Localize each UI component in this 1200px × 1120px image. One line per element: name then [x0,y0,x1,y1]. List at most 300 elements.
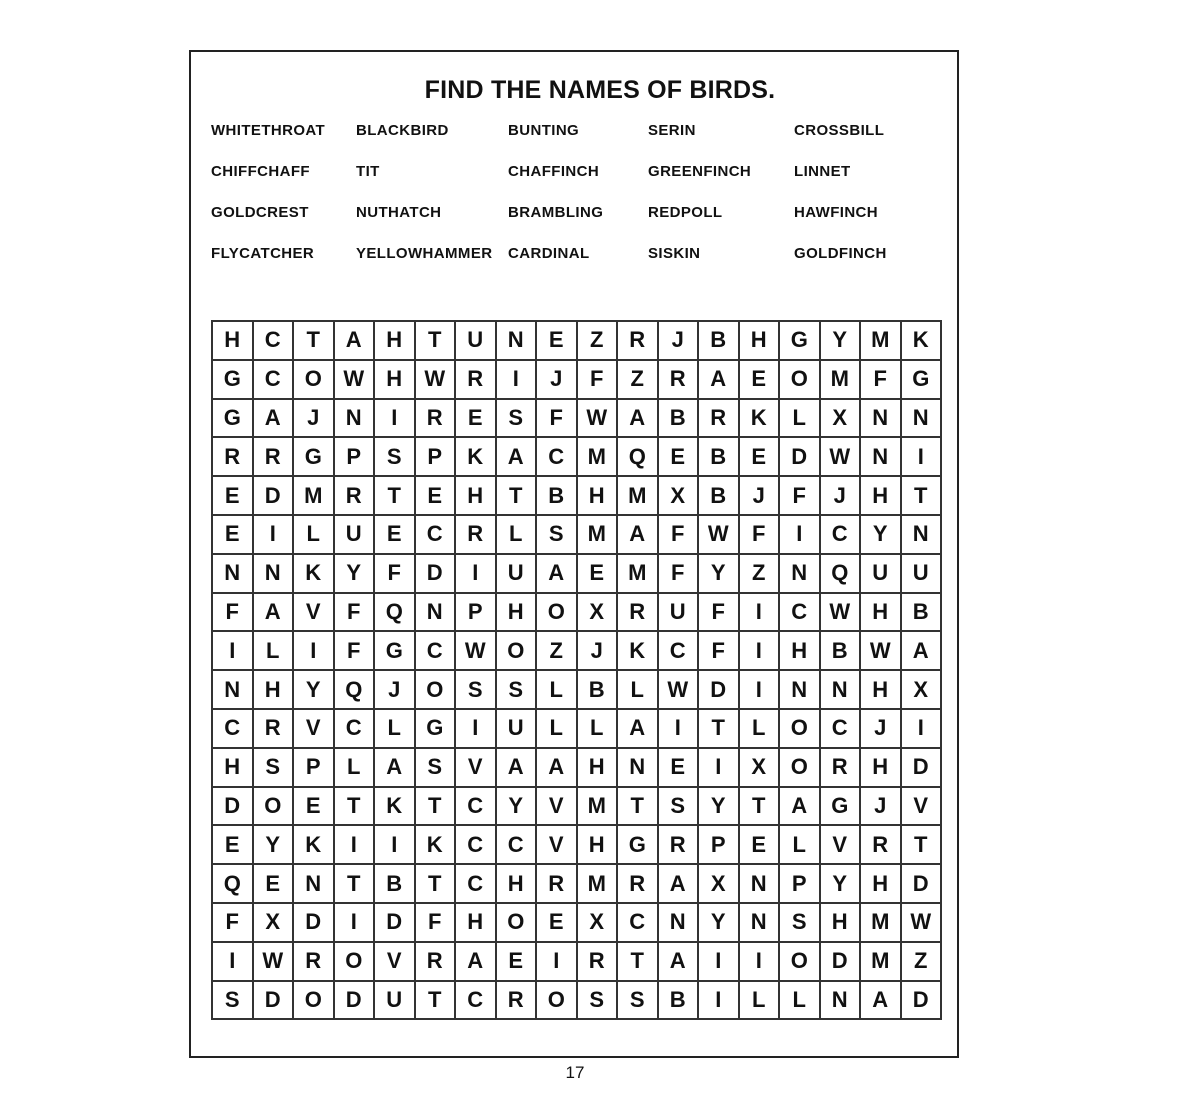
grid-cell: W [821,594,862,633]
grid-cell: O [254,788,295,827]
word-list-item: BLACKBIRD [356,122,449,139]
grid-cell: Q [618,438,659,477]
grid-cell: T [375,477,416,516]
word-list-item: GOLDFINCH [794,245,887,262]
grid-cell: J [578,632,619,671]
grid-cell: A [861,982,902,1021]
grid-cell: V [537,826,578,865]
grid-cell: I [780,516,821,555]
grid-cell: R [456,361,497,400]
grid-cell: U [497,555,538,594]
grid-cell: E [213,516,254,555]
grid-cell: K [294,555,335,594]
grid-cell: A [618,400,659,439]
grid-cell: W [659,671,700,710]
grid-cell: C [456,788,497,827]
grid-cell: V [294,710,335,749]
grid-cell: A [335,322,376,361]
grid-cell: H [578,477,619,516]
grid-cell: K [456,438,497,477]
grid-cell: F [375,555,416,594]
grid-cell: H [456,477,497,516]
grid-cell: M [861,322,902,361]
grid-cell: E [578,555,619,594]
grid-cell: F [659,555,700,594]
grid-cell: Z [578,322,619,361]
grid-cell: I [213,943,254,982]
grid-cell: T [740,788,781,827]
grid-cell: E [456,400,497,439]
grid-cell: S [213,982,254,1021]
grid-cell: B [699,477,740,516]
word-list-item: SERIN [648,122,696,139]
grid-cell: S [497,400,538,439]
grid-cell: M [821,361,862,400]
grid-cell: L [780,400,821,439]
grid-cell: H [861,594,902,633]
grid-cell: Y [861,516,902,555]
grid-cell: R [213,438,254,477]
grid-cell: R [618,322,659,361]
grid-cell: U [497,710,538,749]
grid-cell: I [456,710,497,749]
grid-cell: D [294,904,335,943]
grid-cell: M [294,477,335,516]
grid-cell: X [902,671,943,710]
grid-cell: E [537,322,578,361]
grid-cell: E [537,904,578,943]
grid-cell: D [416,555,457,594]
grid-cell: W [861,632,902,671]
grid-cell: R [861,826,902,865]
grid-cell: E [740,826,781,865]
grid-cell: C [659,632,700,671]
word-list-item: TIT [356,163,380,180]
grid-cell: G [618,826,659,865]
grid-cell: R [254,438,295,477]
grid-cell: I [740,671,781,710]
grid-cell: I [375,400,416,439]
grid-cell: J [740,477,781,516]
grid-cell: H [456,904,497,943]
grid-cell: E [416,477,457,516]
grid-cell: T [618,788,659,827]
grid-cell: H [375,322,416,361]
grid-cell: D [902,982,943,1021]
grid-cell: D [821,943,862,982]
grid-cell: C [456,826,497,865]
grid-cell: I [497,361,538,400]
grid-cell: B [375,865,416,904]
word-list-item: CHAFFINCH [508,163,600,180]
grid-cell: C [254,322,295,361]
grid-cell: G [213,400,254,439]
grid-cell: T [416,982,457,1021]
grid-cell: E [375,516,416,555]
grid-cell: I [254,516,295,555]
grid-cell: K [902,322,943,361]
grid-cell: K [740,400,781,439]
grid-cell: U [335,516,376,555]
word-list-item: CHIFFCHAFF [211,163,310,180]
grid-cell: O [537,594,578,633]
grid-cell: I [699,982,740,1021]
grid-cell: T [416,322,457,361]
grid-cell: K [618,632,659,671]
grid-cell: B [659,400,700,439]
grid-cell: Y [335,555,376,594]
grid-cell: N [861,400,902,439]
grid-cell: M [578,516,619,555]
grid-cell: L [618,671,659,710]
grid-cell: E [213,477,254,516]
grid-cell: C [254,361,295,400]
grid-cell: D [254,982,295,1021]
grid-cell: N [213,555,254,594]
grid-cell: C [780,594,821,633]
grid-cell: G [294,438,335,477]
grid-cell: F [537,400,578,439]
grid-cell: R [294,943,335,982]
grid-cell: Y [699,555,740,594]
grid-cell: L [537,710,578,749]
grid-cell: T [699,710,740,749]
grid-cell: T [902,477,943,516]
grid-cell: L [780,826,821,865]
grid-cell: M [578,788,619,827]
grid-cell: I [740,943,781,982]
grid-cell: A [254,594,295,633]
grid-cell: O [335,943,376,982]
grid-cell: Z [740,555,781,594]
grid-cell: L [335,749,376,788]
grid-cell: D [213,788,254,827]
grid-cell: S [659,788,700,827]
grid-cell: N [740,904,781,943]
grid-cell: V [456,749,497,788]
grid-cell: M [578,438,619,477]
grid-cell: A [699,361,740,400]
grid-cell: V [821,826,862,865]
grid-cell: Y [699,788,740,827]
grid-cell: W [699,516,740,555]
grid-cell: S [416,749,457,788]
grid-cell: E [740,361,781,400]
grid-cell: G [902,361,943,400]
grid-cell: L [740,982,781,1021]
word-list-item: REDPOLL [648,204,723,221]
grid-cell: C [537,438,578,477]
grid-cell: O [294,982,335,1021]
grid-cell: F [213,904,254,943]
grid-cell: L [375,710,416,749]
grid-cell: U [861,555,902,594]
grid-cell: E [659,749,700,788]
grid-cell: J [659,322,700,361]
word-list-item: YELLOWHAMMER [356,245,493,262]
grid-cell: N [780,671,821,710]
page-number: 17 [565,1063,585,1082]
grid-cell: P [416,438,457,477]
grid-cell: L [537,671,578,710]
grid-cell: O [780,710,821,749]
grid-cell: R [618,594,659,633]
grid-cell: L [497,516,538,555]
grid-cell: F [861,361,902,400]
grid-cell: V [902,788,943,827]
grid-cell: C [456,982,497,1021]
grid-cell: A [537,555,578,594]
letter-grid [211,320,942,1020]
grid-cell: G [821,788,862,827]
word-list-item: CROSSBILL [794,122,885,139]
grid-cell: I [335,826,376,865]
grid-cell: H [861,671,902,710]
grid-cell: N [740,865,781,904]
grid-cell: E [213,826,254,865]
grid-cell: J [375,671,416,710]
grid-cell: P [780,865,821,904]
grid-cell: N [618,749,659,788]
grid-cell: F [578,361,619,400]
grid-cell: R [618,865,659,904]
grid-cell: N [335,400,376,439]
word-list-item: LINNET [794,163,851,180]
grid-cell: R [699,400,740,439]
grid-cell: H [780,632,821,671]
grid-cell: I [537,943,578,982]
grid-cell: G [780,322,821,361]
grid-cell: A [902,632,943,671]
grid-cell: Z [537,632,578,671]
grid-cell: W [416,361,457,400]
grid-cell: N [821,982,862,1021]
grid-cell: R [254,710,295,749]
grid-cell: D [254,477,295,516]
grid-cell: T [416,788,457,827]
grid-cell: O [497,632,538,671]
grid-cell: M [618,477,659,516]
grid-cell: B [821,632,862,671]
grid-cell: Q [213,865,254,904]
grid-cell: M [578,865,619,904]
grid-cell: W [456,632,497,671]
grid-cell: Y [294,671,335,710]
grid-cell: Y [497,788,538,827]
grid-cell: F [335,594,376,633]
grid-cell: M [861,943,902,982]
grid-cell: A [618,516,659,555]
grid-cell: K [416,826,457,865]
grid-cell: C [618,904,659,943]
grid-cell: F [335,632,376,671]
grid-cell: O [416,671,457,710]
grid-cell: C [213,710,254,749]
grid-cell: H [497,865,538,904]
word-list-item: NUTHATCH [356,204,442,221]
word-list-item: WHITETHROAT [211,122,326,139]
grid-cell: K [375,788,416,827]
grid-cell: I [335,904,376,943]
grid-cell: B [578,671,619,710]
grid-cell: A [456,943,497,982]
grid-cell: R [416,400,457,439]
grid-cell: G [416,710,457,749]
grid-cell: N [213,671,254,710]
grid-cell: T [335,865,376,904]
grid-cell: F [213,594,254,633]
grid-cell: N [780,555,821,594]
grid-cell: T [902,826,943,865]
grid-cell: B [902,594,943,633]
grid-cell: L [740,710,781,749]
grid-cell: S [537,516,578,555]
grid-cell: M [618,555,659,594]
grid-cell: I [902,710,943,749]
grid-cell: G [213,361,254,400]
grid-cell: E [254,865,295,904]
grid-cell: H [821,904,862,943]
grid-cell: R [537,865,578,904]
grid-cell: S [578,982,619,1021]
grid-cell: K [294,826,335,865]
grid-cell: E [740,438,781,477]
grid-cell: O [780,749,821,788]
grid-cell: Y [699,904,740,943]
grid-cell: H [578,749,619,788]
grid-cell: W [902,904,943,943]
grid-cell: R [416,943,457,982]
grid-cell: W [254,943,295,982]
grid-cell: R [659,826,700,865]
grid-cell: T [416,865,457,904]
grid-cell: F [780,477,821,516]
grid-cell: X [578,594,619,633]
grid-cell: P [335,438,376,477]
grid-cell: L [254,632,295,671]
grid-cell: X [578,904,619,943]
grid-cell: A [497,438,538,477]
grid-cell: V [375,943,416,982]
grid-cell: G [375,632,416,671]
grid-cell: B [537,477,578,516]
grid-cell: H [740,322,781,361]
grid-cell: S [375,438,416,477]
grid-cell: F [416,904,457,943]
grid-cell: N [416,594,457,633]
grid-cell: O [537,982,578,1021]
grid-cell: J [821,477,862,516]
grid-cell: H [213,322,254,361]
grid-cell: U [659,594,700,633]
grid-cell: M [861,904,902,943]
grid-cell: X [254,904,295,943]
word-list-item: HAWFINCH [794,204,879,221]
grid-cell: N [294,865,335,904]
grid-cell: Z [902,943,943,982]
grid-cell: B [659,982,700,1021]
puzzle-title: FIND THE NAMES OF BIRDS. [424,76,776,104]
grid-cell: I [740,594,781,633]
grid-cell: Y [821,865,862,904]
grid-cell: I [213,632,254,671]
grid-cell: F [699,594,740,633]
grid-cell: T [294,322,335,361]
grid-cell: Z [618,361,659,400]
grid-cell: J [861,788,902,827]
word-list-item: GOLDCREST [211,204,309,221]
grid-cell: N [497,322,538,361]
grid-cell: Q [375,594,416,633]
grid-cell: H [254,671,295,710]
grid-cell: V [537,788,578,827]
grid-cell: J [861,710,902,749]
grid-cell: N [254,555,295,594]
grid-cell: N [861,438,902,477]
grid-cell: B [699,438,740,477]
grid-cell: X [699,865,740,904]
word-list-item: BRAMBLING [508,204,604,221]
grid-cell: D [335,982,376,1021]
grid-cell: A [659,943,700,982]
grid-cell: A [375,749,416,788]
grid-cell: V [294,594,335,633]
grid-cell: A [254,400,295,439]
grid-cell: X [659,477,700,516]
grid-cell: O [497,904,538,943]
grid-cell: D [780,438,821,477]
grid-cell: Q [335,671,376,710]
grid-cell: S [780,904,821,943]
grid-cell: R [456,516,497,555]
grid-cell: A [659,865,700,904]
grid-cell: Y [821,322,862,361]
grid-cell: N [659,904,700,943]
grid-cell: A [497,749,538,788]
grid-cell: E [497,943,538,982]
grid-cell: I [740,632,781,671]
grid-cell: D [902,749,943,788]
grid-cell: W [578,400,619,439]
grid-cell: U [375,982,416,1021]
grid-cell: I [699,943,740,982]
grid-cell: I [902,438,943,477]
grid-cell: F [740,516,781,555]
grid-cell: D [699,671,740,710]
grid-cell: L [294,516,335,555]
grid-cell: T [618,943,659,982]
grid-cell: W [335,361,376,400]
grid-cell: H [213,749,254,788]
grid-cell: O [294,361,335,400]
grid-cell: O [780,943,821,982]
grid-cell: T [497,477,538,516]
grid-cell: I [294,632,335,671]
grid-cell: O [780,361,821,400]
grid-cell: U [902,555,943,594]
grid-cell: W [821,438,862,477]
grid-cell: I [456,555,497,594]
grid-cell: J [294,400,335,439]
grid-cell: C [335,710,376,749]
grid-cell: H [861,477,902,516]
grid-cell: H [375,361,416,400]
grid-cell: N [821,671,862,710]
word-list-item: BUNTING [508,122,580,139]
grid-cell: P [294,749,335,788]
grid-cell: R [821,749,862,788]
grid-cell: H [861,749,902,788]
